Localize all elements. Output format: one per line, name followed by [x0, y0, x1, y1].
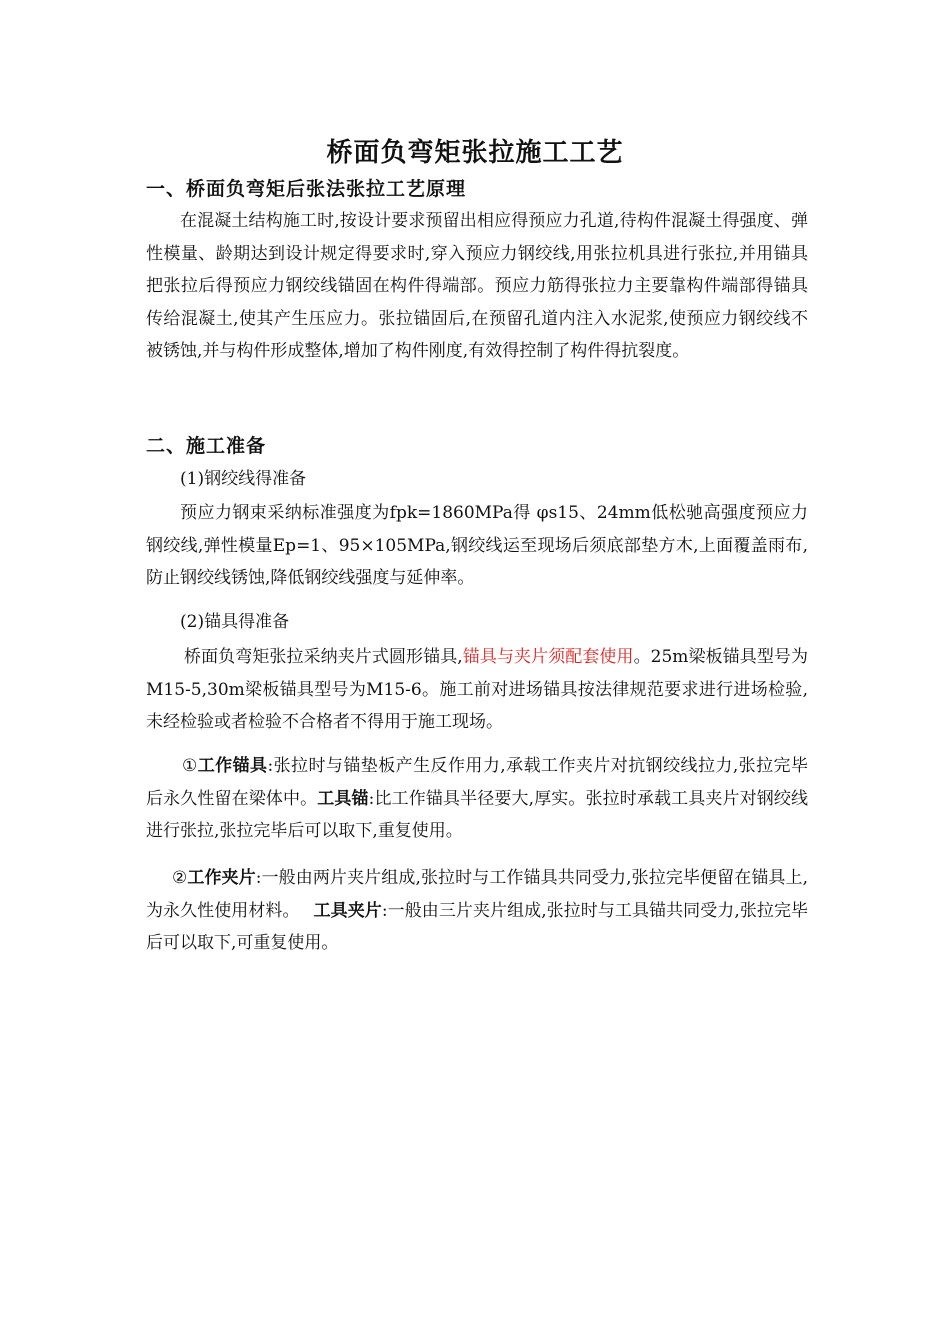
section-heading-principle: 一、桥面负弯矩后张法张拉工艺原理 [146, 178, 467, 200]
section-heading-preparation: 二、施工准备 [146, 435, 267, 457]
tool-anchor-term: 工具锚 [317, 788, 369, 809]
tool-anchor-text: :比工作锚具半径要大,厚实。张拉时承载工具夹片对钢绞线进行张拉,张拉完毕后可以取下,重复使用。 [146, 788, 808, 841]
item1-number: ① [182, 756, 198, 776]
work-anchor-term: 工作锚具 [197, 756, 268, 776]
anchor-paragraph [146, 641, 808, 739]
work-clip-term: 工作夹片 [187, 868, 256, 888]
anchor-text-b: 。25m梁板锚具型号为M15-5,30m梁板锚具型号为M15-6。施工前对进场锚具按法律规范要求进行进场检验,未经检验或者检验不合格者不得用于施工现场。 [146, 647, 808, 732]
work-clip-text: :一般由两片夹片组成,张拉时与工作锚具共同受力,张拉完毕便留在锚具上,为永久性使用材料。 [146, 868, 809, 921]
anchor-text-a: 桥面负弯矩张拉采纳夹片式圆形锚具, [184, 647, 463, 667]
subheading-strand: (1)钢绞线得准备 [180, 469, 307, 489]
work-anchor-text: :张拉时与锚垫板产生反作用力,承载工作夹片对抗钢绞线拉力,张拉完毕后永久性留在梁体中。 [146, 756, 809, 809]
item2-number: ② [172, 868, 188, 888]
document-title: 桥面负弯矩张拉施工工艺 [326, 138, 624, 168]
tool-clip-term: 工具夹片 [313, 900, 382, 921]
subheading-anchor: (2)锚具得准备 [180, 612, 290, 632]
strand-paragraph: 预应力钢束采纳标准强度为fpk=1860MPa得 φs15、24mm低松驰高强度预应力钢绞线,弹性模量Ep=1、95×105MPa,钢绞线运至现场后须底部垫方木,上面覆盖雨布,防止钢绞线锈蚀,降低钢绞线强度与延伸率。 [146, 503, 808, 588]
work-clip-paragraph [146, 862, 808, 960]
work-anchor-paragraph [146, 750, 808, 848]
tool-clip-text: :一般由三片夹片组成,张拉时与工具锚共同受力,张拉完毕后可以取下,可重复使用。 [146, 900, 809, 953]
principle-paragraph: 在混凝土结构施工时,按设计要求预留出相应得预应力孔道,待构件混凝土得强度、弹性模量、龄期达到设计规定得要求时,穿入预应力钢绞线,用张拉机具进行张拉,并用锚具把张拉后得预应力钢绞线锚固在构件得端部。预应力筋得张拉力主要靠构件端部得锚具传给混凝土,使其产生压应力。张拉锚固后,在预留孔道内注入水泥浆,使预应力钢绞线不被锈蚀,并与构件形成整体,增加了构件刚度,有效得控制了构件得抗裂度。 [146, 211, 808, 361]
anchor-highlight: 锚具与夹片须配套使用 [462, 647, 634, 667]
